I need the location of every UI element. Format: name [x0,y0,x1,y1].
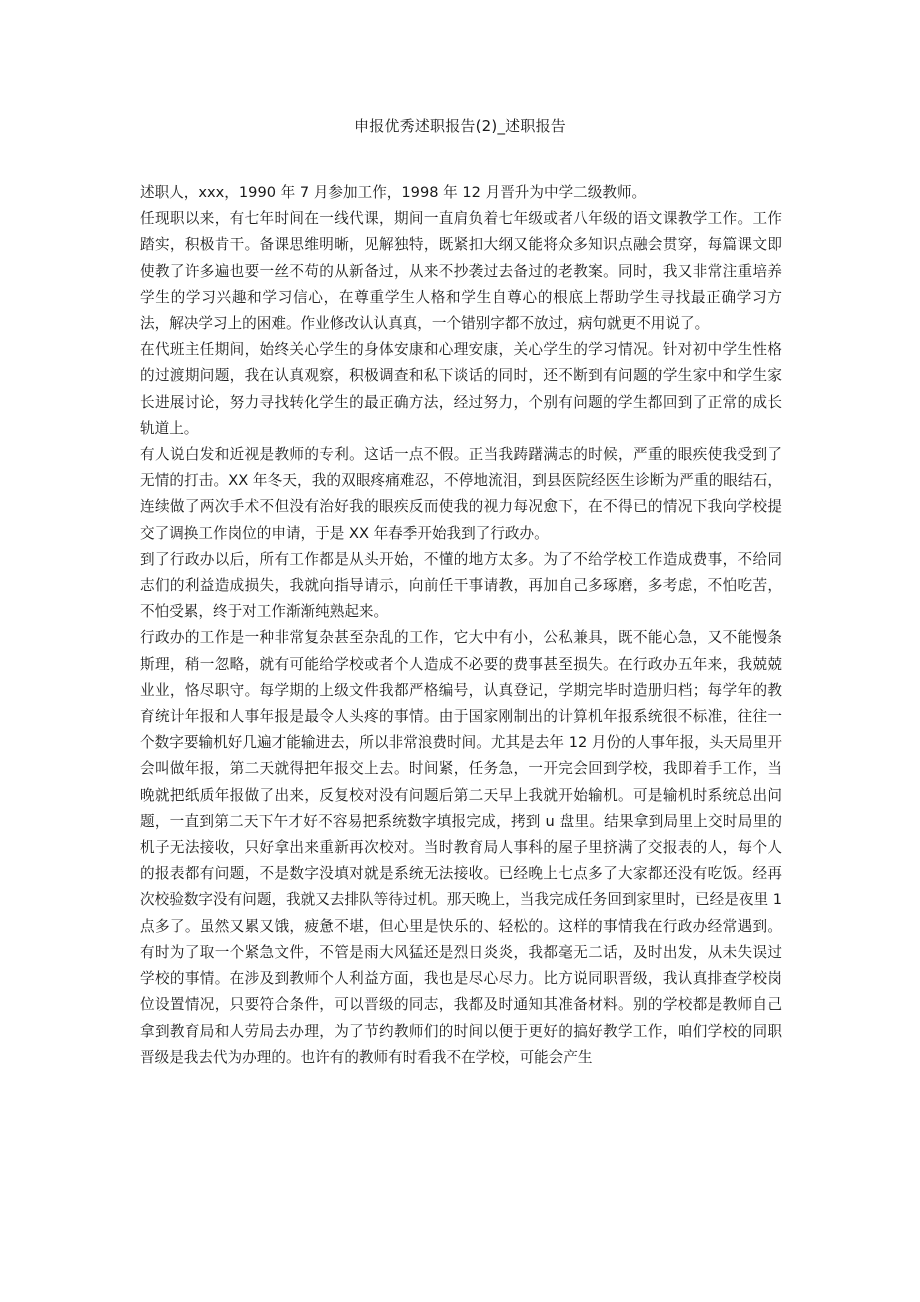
paragraph-4: 有人说白发和近视是教师的专利。这话一点不假。正当我踌躇满志的时候，严重的眼疾使我受到了无情的打击。XX 年冬天，我的双眼疼痛难忍，不停地流泪，到县医院经医生诊断为严重的眼结石，连续做了两次手术不但没有治好我的眼疾反而使我的视力每况愈下，在不得已的情况下我向学校提交了调换工作岗位的申请，于是 XX 年春季开始我到了行政办。 [140,446,782,542]
paragraph-3: 在代班主任期间，始终关心学生的身体安康和心理安康，关心学生的学习情况。针对初中学生性格的过渡期问题，我在认真观察，积极调查和私下谈话的同时，还不断到有问题的学生家中和学生家长进展讨论，努力寻找转化学生的最正确方法，经过努力，个别有问题的学生都回到了正常的成长轨道上。 [140,341,782,437]
paragraph-6: 行政办的工作是一种非常复杂甚至杂乱的工作，它大中有小，公私兼具，既不能心急，又不能慢条斯理，稍一忽略，就有可能给学校或者个人造成不必要的费事甚至损失。在行政办五年来，我兢兢业业，恪尽职守。每学期的上级文件我都严格编号，认真登记，学期完毕时造册归档；每学年的教育统计年报和人事年报是最令人头疼的事情。由于国家刚制出的计算机年报系统很不标准，往往一个数字要输机好几遍才能输进去，所以非常浪费时间。尤其是去年 12 月份的人事年报，头天局里开会叫做年报，第二天就得把年报交上去。时间紧，任务急，一开完会回到学校，我即着手工作，当晚就把纸质年报做了出来，反复校对没有问题后第二天早上我就开始输机。可是输机时系统总出问题，一直到第二天下午才好不容易把系统数字填报完成，拷到 u 盘里。结果拿到局里上交时局里的机子无法接收，只好拿出来重新再次校对。当时教育局人事科的屋子里挤满了交报表的人，每个人的报表都有问题，不是数字没填对就是系统无法接收。已经晚上七点多了大家都还没有吃饭。经再次校验数字没有问题，我就又去排队等待过机。那天晚上，当我完成任务回到家里时，已经是夜里 1 点多了。虽然又累又饿，疲惫不堪，但心里是快乐的、轻松的。这样的事情我在行政办经常遇到。有时为了取一个紧急文件，不管是雨大风猛还是烈日炎炎，我都毫无二话，及时出发，从未失误过学校的事情。在涉及到教师个人利益方面，我也是尽心尽力。比方说同职晋级，我认真排查学校岗位设置情况，只要符合条件，可以晋级的同志，我都及时通知其准备材料。别的学校都是教师自己拿到教育局和人劳局去办理，为了节约教师们的时间以便于更好的搞好教学工作，咱们学校的同职晋级是我去代为办理的。也许有的教师有时看我不在学校，可能会产生 [140,629,782,1066]
paragraph-5: 到了行政办以后，所有工作都是从头开始，不懂的地方太多。为了不给学校工作造成费事，不给同志们的利益造成损失，我就向指导请示，向前任干事请教，再加自己多琢磨，多考虑，不怕吃苦，不怕受累，终于对工作渐渐纯熟起来。 [140,550,782,621]
document-body [140,180,782,1071]
paragraph-1: 述职人，xxx，1990 年 7 月参加工作，1998 年 12 月晋升为中学二级教师。 [140,184,647,201]
paragraph-2: 任现职以来，有七年时间在一线代课，期间一直肩负着七年级或者八年级的语文课教学工作。工作踏实，积极肯干。备课思维明晰，见解独特，既紧扣大纲又能将众多知识点融会贯穿，每篇课文即使教了许多遍也要一丝不苟的从新备过，从来不抄袭过去备过的老教案。同时，我又非常注重培养学生的学习兴趣和学习信心，在尊重学生人格和学生自尊心的根底上帮助学生寻找最正确学习方法，解决学习上的困难。作业修改认认真真，一个错别字都不放过，病句就更不用说了。 [140,210,782,333]
document-title: 申报优秀述职报告(2)_述职报告 [354,117,566,135]
